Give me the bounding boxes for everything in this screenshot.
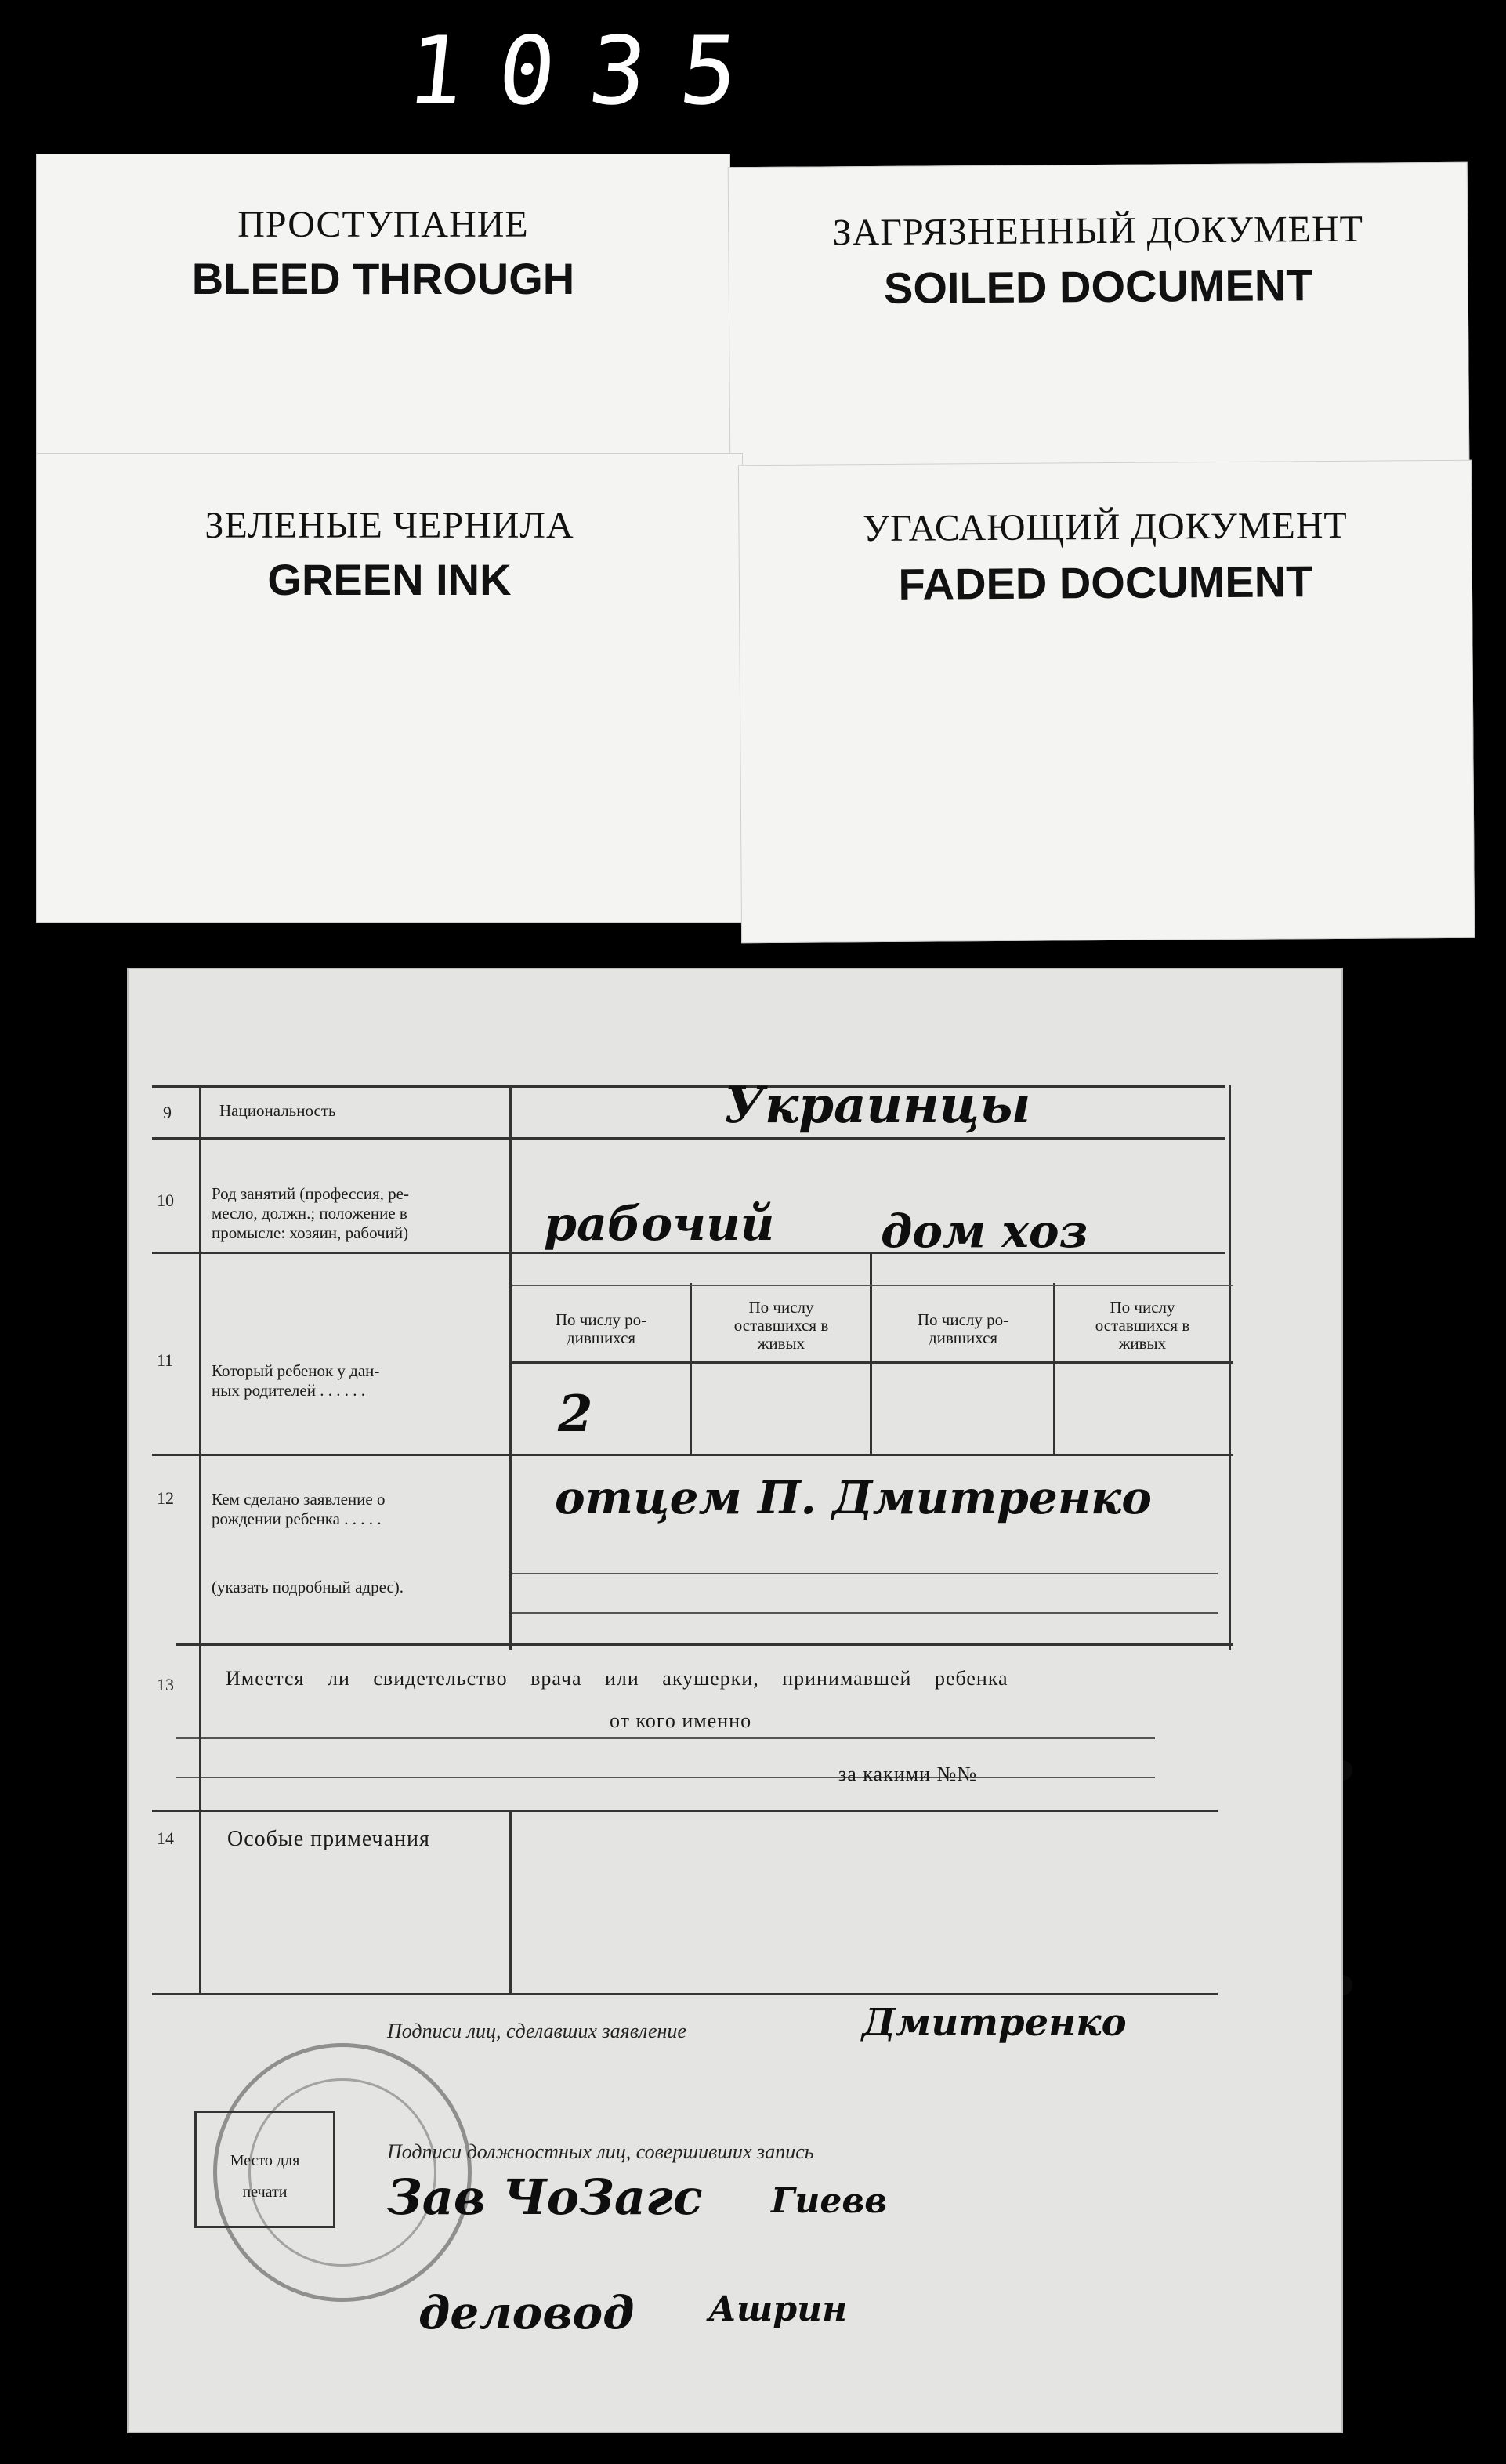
birth-record-form [127, 968, 1343, 2433]
child-order-label: Который ребенок у дан- ных родителей . . . . . . [212, 1361, 380, 1400]
special-notes-label: Особые примечания [227, 1827, 430, 1851]
notice-en: BLEED THROUGH [191, 254, 575, 303]
notice-ru: ЗАГРЯЗНЕННЫЙ ДОКУМЕНТ [832, 208, 1364, 254]
occupation-value-mother: дом хоз [881, 1205, 1088, 1258]
officials-signature-label: Подписи должностных лиц, совершивших запись [387, 2140, 814, 2163]
notice-card-soiled-document [728, 162, 1470, 469]
declarant-signature-label: Подписи лиц, сделавших заявление [387, 2020, 686, 2042]
frame-number: 1035 [401, 17, 778, 126]
row-number: 10 [157, 1190, 174, 1210]
declarant-value: отцем П. Дмитренко [555, 1471, 1152, 1524]
row-number: 14 [157, 1828, 174, 1848]
occupation-label: Род занятий (профессия, ре- месло, должн.; положение в промысле: хозяин, рабочий) [212, 1184, 409, 1242]
col-header-born: По числу ро- дившихся [555, 1310, 647, 1347]
row-number: 11 [157, 1350, 174, 1370]
certificate-from-whom: от кого именно [610, 1709, 752, 1732]
notice-en: SOILED DOCUMENT [883, 260, 1313, 313]
notice-en: GREEN INK [267, 555, 512, 604]
child-order-value: 2 [558, 1385, 593, 1444]
notice-ru: ПРОСТУПАНИЕ [237, 204, 529, 245]
row-number: 12 [157, 1488, 174, 1508]
official2-signature: Ашрин [708, 2289, 848, 2329]
notice-card-green-ink [36, 453, 743, 923]
official2-title: деловод [418, 2286, 635, 2339]
notice-en: FADED DOCUMENT [898, 556, 1313, 609]
col-header-living: По числу оставшихся в живых [733, 1298, 829, 1353]
row-number: 13 [157, 1675, 174, 1694]
notice-ru: ЗЕЛЕНЫЕ ЧЕРНИЛА [205, 505, 574, 546]
notice-card-bleed-through [36, 154, 730, 456]
declarant-label: Кем сделано заявление о рождении ребенка . . . . . [212, 1490, 386, 1528]
col-header-born: По числу ро- дившихся [917, 1310, 1009, 1347]
nationality-label: Национальность [219, 1101, 336, 1120]
notice-ru: УГАСАЮЩИЙ ДОКУМЕНТ [862, 504, 1348, 550]
seal-placeholder-label: Место для печати [230, 2152, 300, 2201]
official1-signature: Гиевв [771, 2181, 888, 2221]
row-number: 9 [163, 1103, 172, 1122]
notice-card-faded-document [738, 460, 1475, 944]
official1-title: Зав ЧоЗагс [387, 2169, 703, 2226]
certificate-question: Имеется ли свидетельство врача или акушерки, принимавшей ребенка [226, 1667, 1008, 1690]
certificate-numbers: за какими №№ [838, 1763, 978, 1785]
nationality-value: Украинцы [724, 1076, 1031, 1135]
declarant-address-note: (указать подробный адрес). [212, 1578, 404, 1596]
occupation-value-father: рабочий [544, 1197, 775, 1252]
col-header-living: По числу оставшихся в живых [1095, 1298, 1190, 1353]
declarant-signature: Дмитренко [862, 2001, 1127, 2045]
